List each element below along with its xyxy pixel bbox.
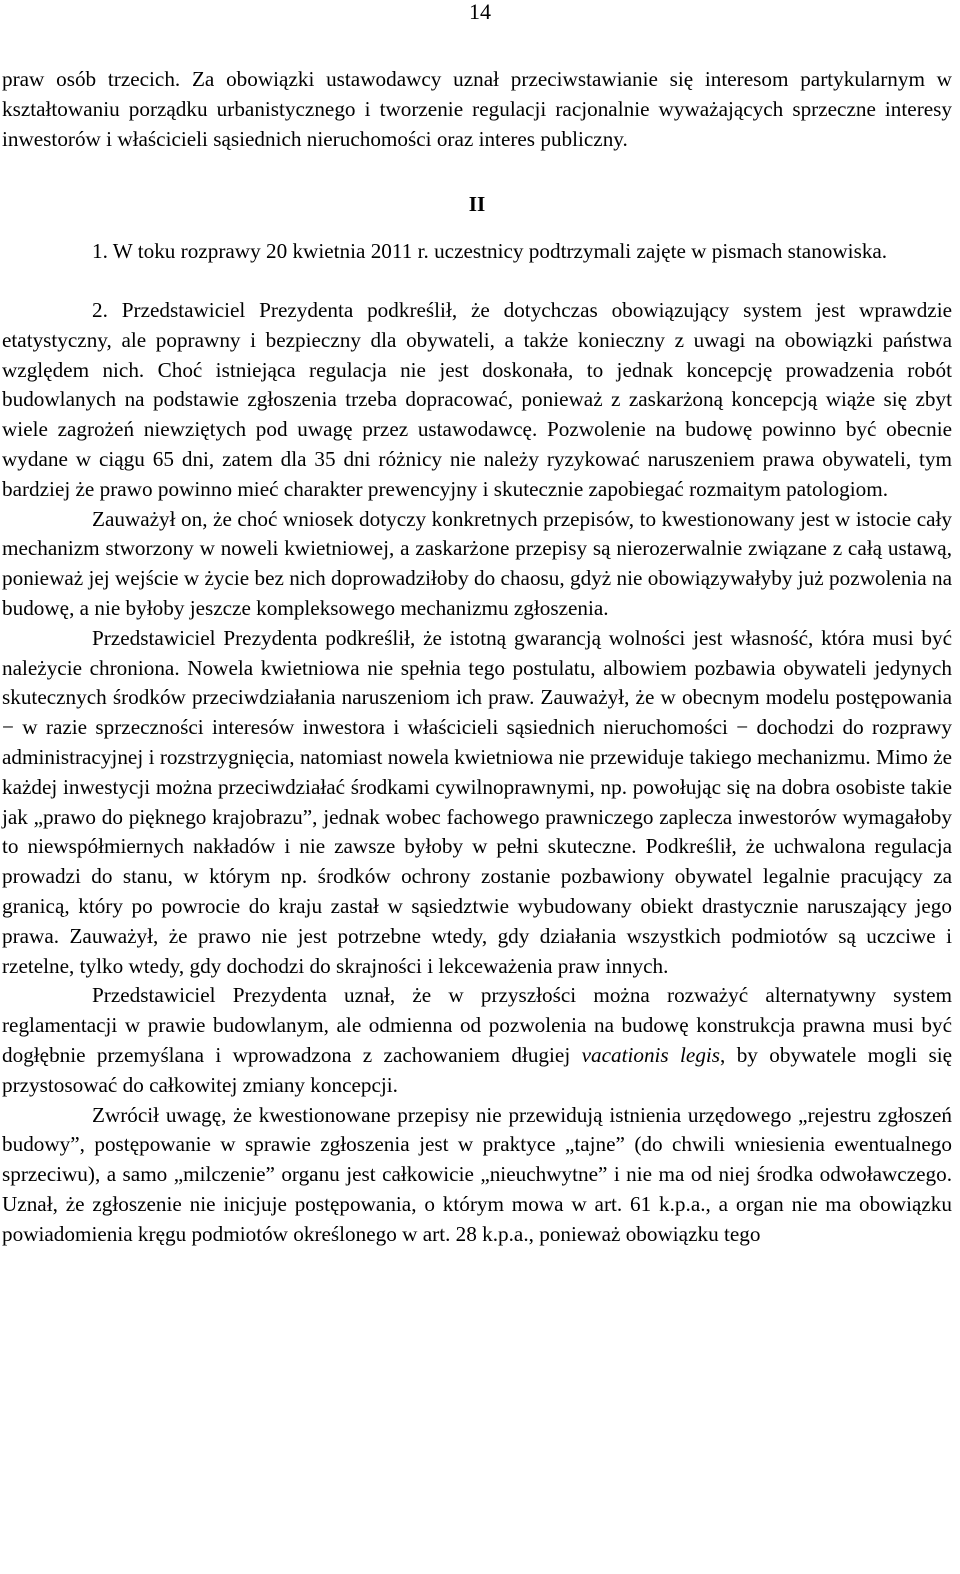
- page-number: 14: [469, 0, 491, 24]
- paragraph-continuation: praw osób trzecich. Za obowiązki ustawodawcy uznał przeciwstawianie się interesom partykularnym w kształtowaniu porządku urbanistycznego i tworzenie regulacji racjonalnie wyważających sprzeczne interesy inwestorów i właścicieli sąsiednich nieruchomości oraz interes publiczny.: [2, 67, 952, 151]
- section-heading: II: [468, 192, 486, 217]
- paragraph-2: 2. Przedstawiciel Prezydenta podkreślił, że dotychczas obowiązujący system jest wprawdzie etatystyczny, ale poprawny i bezpieczny dla obywateli, a także konieczny z uwagi na obowiązki państwa względem nich. Choć istniejąca regulacja nie jest doskonała, to jednak koncepcję prowadzenia robót budowlanych na podstawie zgłoszenia trzeba dopracować, ponieważ z zaskarżoną koncepcją wiąże się zbyt wiele zagrożeń niewziętych pod uwagę przez ustawodawcę. Pozwolenie na budowę powinno być obecnie wydane w ciągu 65 dni, zatem dla 35 dni różnicy nie należy ryzykować naruszeniem prawa obywateli, tym bardziej że prawo powinno mieć charakter prewencyjny i skutecznie zapobiegać rozmaitym patologiom.: [2, 297, 952, 501]
- paragraph-6: Zwrócił uwagę, że kwestionowane przepisy nie przewidują istnienia urzędowego „rejestru zgłoszeń budowy”, postępowanie w sprawie zgłoszenia jest w praktyce „tajne” (do chwili wniesienia ewentualnego sprzeciwu), a samo „milczenie” organu jest całkowicie „nieuchwytne” i nie ma od niej środka odwoławczego. Uznał, że zgłoszenie nie inicjuje postępowania, o którym mowa w art. 61 k.p.a., a organ nie ma obowiązku powiadomienia kręgu podmiotów określonego w art. 28 k.p.a., ponieważ obowiązku tego: [2, 1102, 952, 1246]
- latin-phrase: vacationis legis: [581, 1042, 721, 1067]
- paragraph-gap: [2, 267, 952, 296]
- paragraph-1: 1. W toku rozprawy 20 kwietnia 2011 r. uczestnicy podtrzymali zajęte w pismach stanowiska.: [92, 239, 888, 264]
- paragraph-5: [2, 981, 952, 1100]
- paragraph-5-text-a: Przedstawiciel Prezydenta uznał, że w przyszłości można rozważyć alternatywny system reglamentacji w prawie budowlanym, ale odmienna od pozwolenia na budowę konstrukcja prawna musi być dogłębnie przemyślana i wprowadzona z zachowaniem długiej: [2, 983, 952, 1067]
- document-body: [2, 65, 952, 1249]
- paragraph-5-text-b: , by obywatele mogli się przystosować do całkowitej zmiany koncepcji.: [2, 1042, 953, 1097]
- paragraph-3: Zauważył on, że choć wniosek dotyczy konkretnych przepisów, to kwestionowany jest w istocie cały mechanizm stworzony w noweli kwietniowej, a zaskarżone przepisy są nierozerwalnie związane z całą ustawą, ponieważ jej wejście w życie bez nich doprowadziłoby do chaosu, gdyż nie obowiązywałyby już pozwolenia na budowę, a nie byłoby jeszcze kompleksowego mechanizmu zgłoszenia.: [2, 506, 952, 620]
- paragraph-4: Przedstawiciel Prezydenta podkreślił, że istotną gwarancją wolności jest własność, która musi być należycie chroniona. Nowela kwietniowa nie spełnia tego postulatu, albowiem pozbawia obywateli jedynych skutecznych środków przeciwdziałania naruszeniom ich praw. Zauważył, że w obecnym modelu postępowania − w razie sprzeczności interesów inwestora i właścicieli sąsiednich nieruchomości − dochodzi do rozprawy administracyjnej i rozstrzygnięcia, natomiast nowela kwietniowa nie przewiduje takiego mechanizmu. Mimo że każdej inwestycji można przeciwdziałać środkami cywilnoprawnymi, np. powołując się na dobra osobiste takie jak „prawo do pięknego krajobrazu”, jednak wobec fachowego prawniczego zaplecza inwestorów wymagałoby to niewspółmiernych nakładów i nie zawsze byłoby w pełni skuteczne. Podkreślił, że uchwalona regulacja prowadzi do stanu, w którym np. środków ochrony zostanie pozbawiony obywatel legalnie pracujący za granicą, który po powrocie do kraju zastał w sąsiedztwie wybudowany obiekt drastycznie naruszający jego prawa. Zauważył, że prawo nie jest potrzebne wtedy, gdy działania wszystkich podmiotów są uczciwe i rzetelne, tylko wtedy, gdy dochodzi do skrajności i lekceważenia praw innych.: [2, 625, 952, 978]
